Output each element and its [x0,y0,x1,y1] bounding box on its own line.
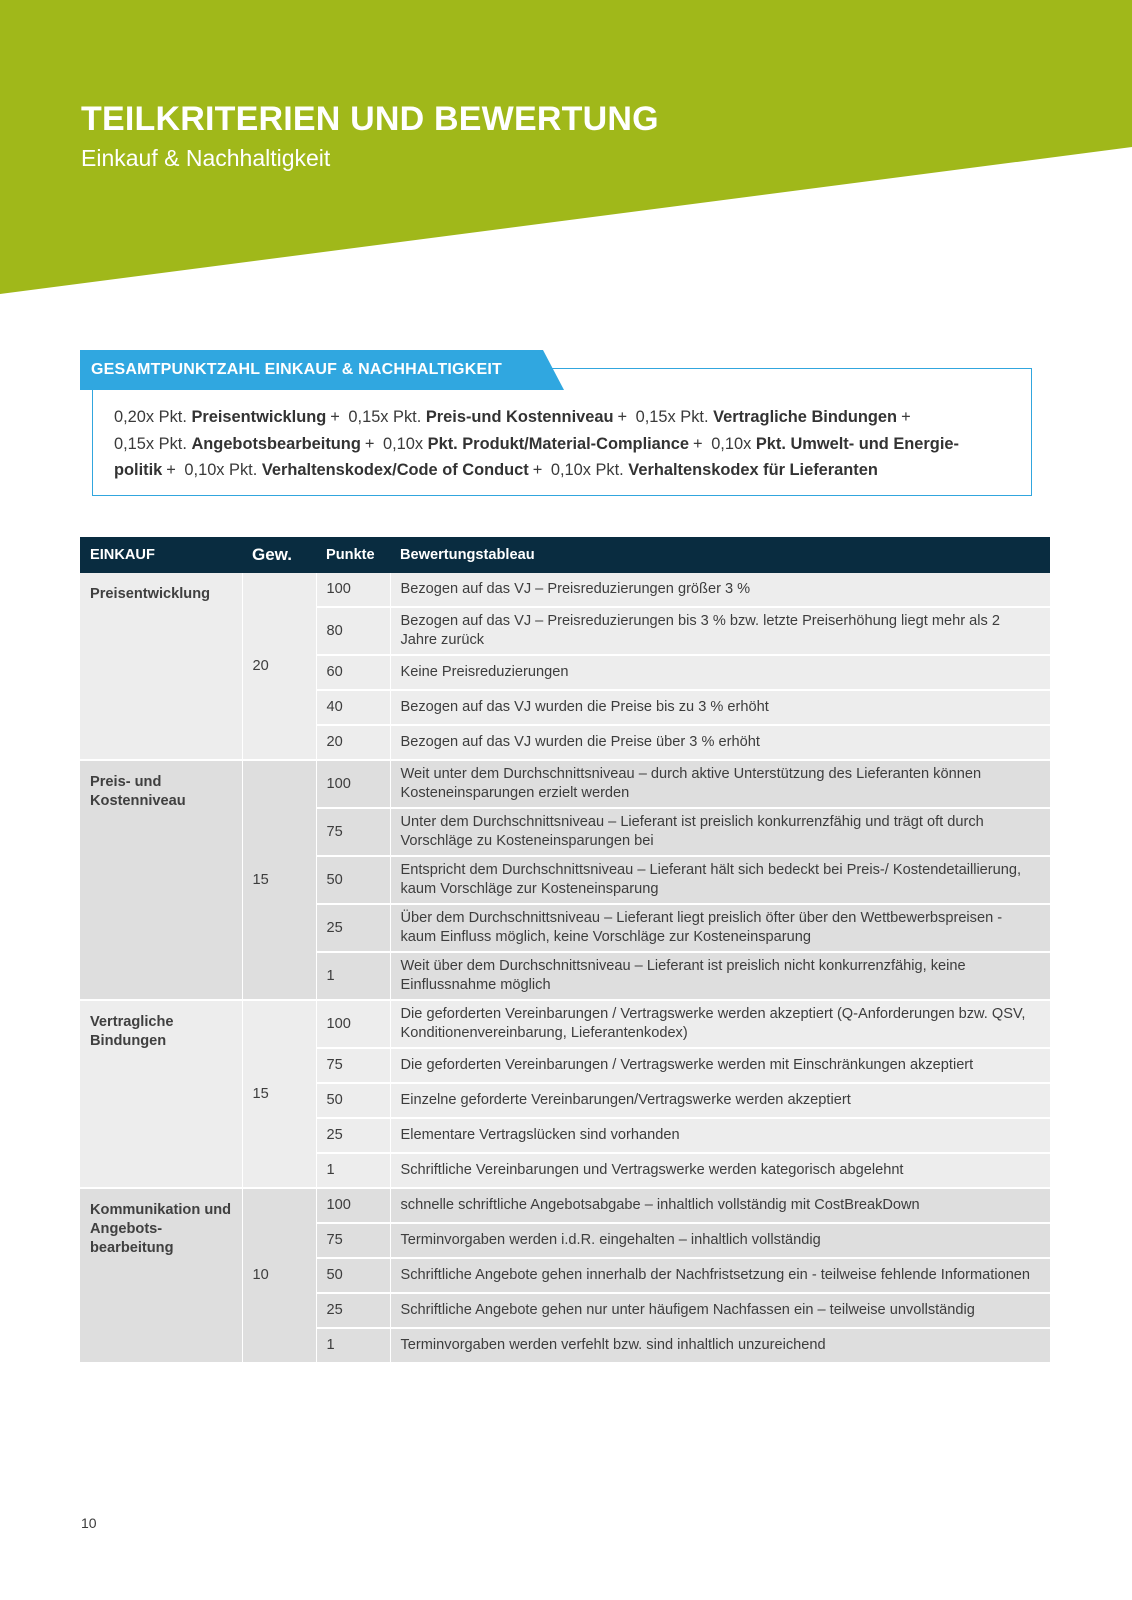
description-cell: Über dem Durchschnittsniveau – Lieferant liegt preislich öfter über den Wettbewerbspreisen - kaum Einfluss möglich, keine Vorschläge zur Kosteneinsparung [390,904,1050,952]
points-cell: 50 [316,1083,390,1118]
formula-factor: 0,10x Pkt. [184,461,258,479]
description-cell: Bezogen auf das VJ wurden die Preise über 3 % erhöht [390,725,1050,760]
formula-term: Verhaltenskodex/Code of Conduct [261,461,529,479]
group-kommunikation [80,1188,1050,1363]
criteria-table [80,537,1051,1364]
criterion-weight: 20 [242,573,316,760]
page-subtitle: Einkauf & Nachhaltigkeit [81,145,331,171]
formula-factor: 0,15x Pkt. [114,434,187,453]
points-cell: 25 [316,1293,390,1328]
plus-sign: + [330,408,340,426]
formula-term: Verhaltenskodex für Lieferanten [628,461,878,479]
description-cell: schnelle schriftliche Angebotsabgabe – inhaltlich vollständig mit CostBreakDown [390,1188,1050,1223]
plus-sign: + [166,461,176,479]
points-cell: 75 [316,1048,390,1083]
points-cell: 100 [316,760,390,808]
table-row [80,1000,1050,1048]
table-row [80,1188,1050,1223]
group-vertragliche-bindungen [80,1000,1050,1188]
description-cell: Elementare Vertragslücken sind vorhanden [390,1118,1050,1153]
points-cell: 50 [316,1258,390,1293]
header-weight: Gew. [242,537,316,573]
criterion-name: Vertragliche Bindungen [80,1000,242,1188]
points-cell: 75 [316,1223,390,1258]
plus-sign: + [901,408,911,426]
description-cell: Bezogen auf das VJ – Preisreduzierungen größer 3 % [390,573,1050,607]
description-cell: Einzelne geforderte Vereinbarungen/Vertragswerke werden akzeptiert [390,1083,1050,1118]
points-cell: 100 [316,573,390,607]
formula-factor: 0,15x Pkt. [635,408,709,426]
points-cell: 60 [316,655,390,690]
table-row [80,573,1050,607]
points-cell: 50 [316,856,390,904]
formula-term: Preisentwicklung [191,408,327,426]
description-cell: Weit über dem Durchschnittsniveau – Lieferant ist preislich nicht konkurrenzfähig, keine Einflussnahme möglich [390,952,1050,1000]
points-cell: 1 [316,1328,390,1363]
formula-term: Pkt. Produkt/Material-Compliance [427,434,690,453]
formula-label: GESAMTPUNKTZAHL EINKAUF & NACHHALTIGKEIT [91,361,502,378]
formula-term: politik [114,461,163,479]
plus-sign: + [693,434,703,453]
formula-factor: 0,10x Pkt. [550,461,624,479]
description-cell: Terminvorgaben werden verfehlt bzw. sind inhaltlich unzureichend [390,1328,1050,1363]
table-row [80,760,1050,808]
points-cell: 100 [316,1188,390,1223]
description-cell: Weit unter dem Durchschnittsniveau – durch aktive Unterstützung des Lieferanten können Kosteneinsparungen erzielt werden [390,760,1050,808]
page-title: TEILKRITERIEN UND BEWERTUNG [81,100,659,138]
points-cell: 1 [316,1153,390,1188]
criterion-name: Preisentwicklung [80,573,242,760]
points-cell: 1 [316,952,390,1000]
group-preisentwicklung [80,573,1050,760]
formula-factor: 0,10x [711,434,752,453]
page-number: 10 [81,1515,97,1531]
formula-term: Vertragliche Bindungen [713,408,898,426]
criterion-name: Preis- und Kostenniveau [80,760,242,1000]
formula-term: Pkt. Umwelt- und Energie- [755,434,959,453]
plus-sign: + [364,434,375,453]
description-cell: Schriftliche Vereinbarungen und Vertragswerke werden kategorisch abgelehnt [390,1153,1050,1188]
formula-text [114,404,1018,484]
description-cell: Die geforderten Vereinbarungen / Vertragswerke werden mit Einschränkungen akzeptiert [390,1048,1050,1083]
points-cell: 20 [316,725,390,760]
formula-factor: 0,15x Pkt. [348,408,422,426]
criterion-name: Kommunikation und Angebots-bearbeitung [80,1188,242,1363]
plus-sign: + [532,461,543,479]
description-cell: Keine Preisreduzierungen [390,655,1050,690]
description-cell: Bezogen auf das VJ wurden die Preise bis zu 3 % erhöht [390,690,1050,725]
description-cell: Die geforderten Vereinbarungen / Vertragswerke werden akzeptiert (Q-Anforderungen bzw. QSV, Konditionenvereinbarung, Lieferantenkodex) [390,1000,1050,1048]
criterion-weight: 15 [242,1000,316,1188]
points-cell: 25 [316,904,390,952]
points-cell: 100 [316,1000,390,1048]
header-rating: Bewertungstableau [390,537,1050,573]
group-preis-kostenniveau [80,760,1050,1000]
plus-sign: + [617,408,628,426]
description-cell: Unter dem Durchschnittsniveau – Lieferant ist preislich konkurrenzfähig und trägt oft durch Vorschläge zu Kosteneinsparungen bei [390,808,1050,856]
formula-factor: 0,10x [382,434,424,453]
points-cell: 40 [316,690,390,725]
formula-term: Preis-und Kostenniveau [425,408,614,426]
description-cell: Terminvorgaben werden i.d.R. eingehalten – inhaltlich vollständig [390,1223,1050,1258]
criterion-weight: 10 [242,1188,316,1363]
description-cell: Bezogen auf das VJ – Preisreduzierungen bis 3 % bzw. letzte Preiserhöhung liegt mehr als 2 Jahre zurück [390,607,1050,655]
formula-term: Angebotsbearbeitung [191,434,361,453]
description-cell: Entspricht dem Durchschnittsniveau – Lieferant hält sich bedeckt bei Preis-/ Kostendetaillierung, kaum Vorschläge zur Kosteneinsparung [390,856,1050,904]
header-einkauf: EINKAUF [80,537,242,573]
description-cell: Schriftliche Angebote gehen innerhalb der Nachfristsetzung ein - teilweise fehlende Informationen [390,1258,1050,1293]
points-cell: 25 [316,1118,390,1153]
criterion-weight: 15 [242,760,316,1000]
points-cell: 80 [316,607,390,655]
header-points: Punkte [316,537,390,573]
points-cell: 75 [316,808,390,856]
formula-factor: 0,20x Pkt. [114,408,187,426]
description-cell: Schriftliche Angebote gehen nur unter häufigem Nachfassen ein – teilweise unvollständig [390,1293,1050,1328]
table-header-row [80,537,1050,573]
